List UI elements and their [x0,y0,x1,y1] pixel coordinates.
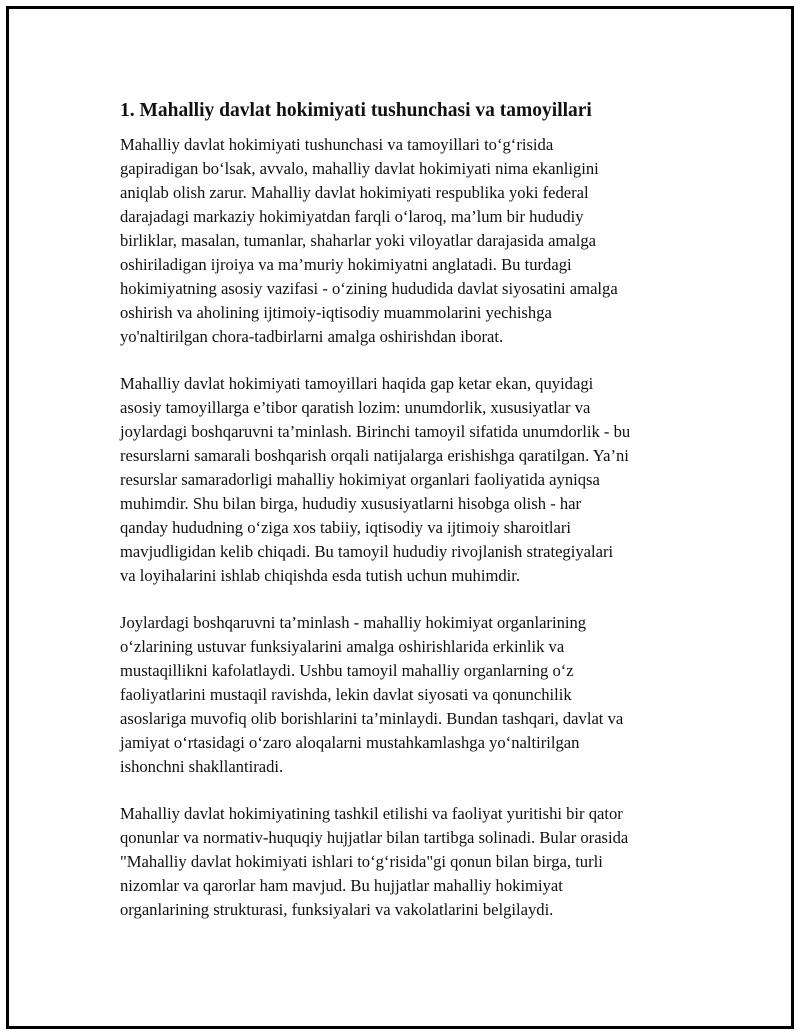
text-line: darajadagi markaziy hokimiyatdan farqli o‘laroq, ma’lum bir hududiy [120,207,584,226]
text-line: oshirish va aholining ijtimoiy-iqtisodiy muammolarini yechishga [120,303,552,322]
text-line: jamiyat o‘rtasidagi o‘zaro aloqalarni mustahkamlashga yo‘naltirilgan [120,733,580,752]
text-line: yo'naltirilgan chora-tadbirlarni amalga oshirishdan iborat. [120,327,504,346]
text-line: qonunlar va normativ-huquqiy hujjatlar bilan tartibga solinadi. Bular orasida [120,828,629,847]
paragraph [120,611,710,779]
text-line: "Mahalliy davlat hokimiyati ishlari to‘g‘risida"gi qonun bilan birga, turli [120,852,603,871]
text-line: Mahalliy davlat hokimiyatining tashkil etilishi va faoliyat yuritishi bir qator [120,804,623,823]
paragraphs-container [120,133,710,922]
text-line: mavjudligidan kelib chiqadi. Bu tamoyil hududiy rivojlanish strategiyalari [120,542,614,561]
text-line: qanday hududning o‘ziga xos tabiiy, iqtisodiy va ijtimoiy sharoitlari [120,518,572,537]
text-line: va loyihalarini ishlab chiqishda esda tutish uchun muhimdir. [120,566,521,585]
text-line: aniqlab olish zarur. Mahalliy davlat hokimiyati respublika yoki federal [120,183,589,202]
page-frame [6,6,794,1029]
text-line: ishonchni shakllantiradi. [120,757,284,776]
text-line: oshiriladigan ijroiya va ma’muriy hokimiyatni anglatadi. Bu turdagi [120,255,572,274]
text-line: joylardagi boshqaruvni ta’minlash. Birinchi tamoyil sifatida unumdorlik - bu [120,422,631,441]
text-line: hokimiyatning asosiy vazifasi - o‘zining hududida davlat siyosatini amalga [120,279,618,298]
document-body [120,98,710,945]
text-line: asoslariga muvofiq olib borishlarini ta’minlaydi. Bundan tashqari, davlat va [120,709,624,728]
section-heading: 1. Mahalliy davlat hokimiyati tushunchasi va tamoyillari [120,100,592,121]
text-line: o‘zlarining ustuvar funksiyalarini amalga oshirishlarida erkinlik va [120,637,565,656]
text-line: mustaqillikni kafolatlaydi. Ushbu tamoyil mahalliy organlarning o‘z [120,661,574,680]
text-line: resurslar samaradorligi mahalliy hokimiyat organlari faoliyatida ayniqsa [120,470,600,489]
text-line: resurslarni samarali boshqarish orqali natijalarga erishishga qaratilgan. Ya’ni [120,446,629,465]
paragraph [120,372,710,588]
text-line: organlarining strukturasi, funksiyalari va vakolatlarini belgilaydi. [120,900,554,919]
text-line: Joylardagi boshqaruvni ta’minlash - mahalliy hokimiyat organlarining [120,613,587,632]
paragraph [120,802,710,922]
text-line: muhimdir. Shu bilan birga, hududiy xususiyatlarni hisobga olish - har [120,494,582,513]
paragraph [120,133,710,349]
text-line: Mahalliy davlat hokimiyati tushunchasi va tamoyillari to‘g‘risida [120,135,554,154]
text-line: birliklar, masalan, tumanlar, shaharlar yoki viloyatlar darajasida amalga [120,231,597,250]
text-line: asosiy tamoyillarga e’tibor qaratish lozim: unumdorlik, xususiyatlar va [120,398,591,417]
text-line: nizomlar va qarorlar ham mavjud. Bu hujjatlar mahalliy hokimiyat [120,876,563,895]
text-line: gapiradigan bo‘lsak, avvalo, mahalliy davlat hokimiyati nima ekanligini [120,159,599,178]
text-line: Mahalliy davlat hokimiyati tamoyillari haqida gap ketar ekan, quyidagi [120,374,594,393]
text-line: faoliyatlarini mustaqil ravishda, lekin davlat siyosati va qonunchilik [120,685,572,704]
